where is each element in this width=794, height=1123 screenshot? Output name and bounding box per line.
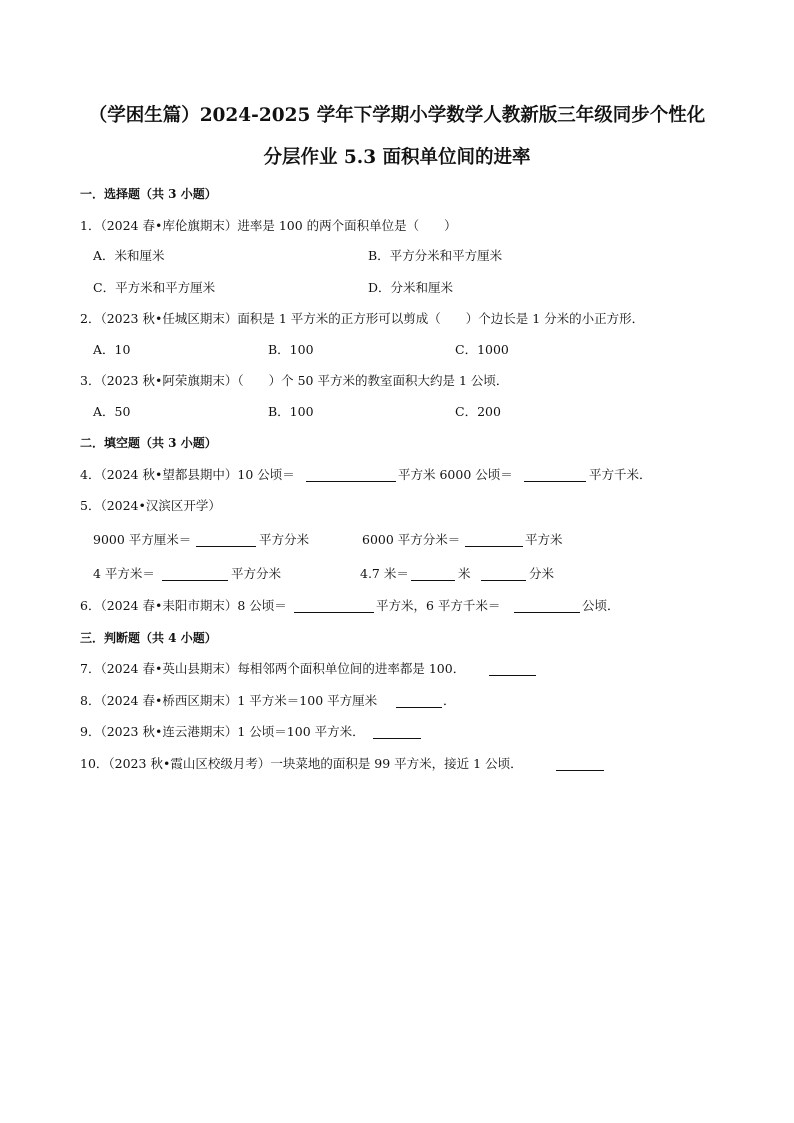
question-5-part-4-label: 4.7 米＝ — [360, 566, 409, 581]
answer-blank[interactable] — [396, 707, 442, 708]
title-line-2: 分层作业 5.3 面积单位间的进率 — [263, 147, 531, 168]
question-4-mid: 平方米 6000 公顷＝ — [398, 467, 513, 482]
answer-blank[interactable] — [465, 546, 523, 547]
answer-blank[interactable] — [556, 770, 604, 771]
question-8-text: 8．（2024 春•桥西区期末）1 平方米＝100 平方厘米 — [80, 693, 378, 708]
question-5-stem: 5．（2024•汉滨区开学） — [80, 498, 221, 513]
question-5-part-3-unit: 平方分米 — [231, 566, 282, 581]
question-3-option-b: B．100 — [268, 404, 314, 419]
section-heading-fill: 二．填空题（共 3 小题） — [80, 436, 217, 450]
question-1-option-d: D．分米和厘米 — [368, 280, 454, 295]
answer-blank[interactable] — [373, 738, 421, 739]
title-line-1: （学困生篇）2024-2025 学年下学期小学数学人教新版三年级同步个性化 — [88, 105, 706, 126]
answer-blank[interactable] — [294, 612, 374, 613]
answer-blank[interactable] — [481, 580, 526, 581]
answer-blank[interactable] — [514, 612, 580, 613]
question-6-suffix: 公顷． — [582, 598, 620, 613]
section-heading-judge: 三．判断题（共 4 小题） — [80, 631, 217, 645]
question-6-mid: 平方米，6 平方千米＝ — [376, 598, 501, 613]
question-3-option-a: A．50 — [93, 404, 131, 419]
question-2-option-a: A．10 — [93, 342, 131, 357]
question-5-part-2-unit: 平方米 — [525, 532, 563, 547]
answer-blank[interactable] — [162, 580, 228, 581]
question-4-prefix: 4．（2024 秋•望都县期中）10 公顷＝ — [80, 467, 295, 482]
question-2-option-c: C．1000 — [455, 342, 509, 357]
question-8-end: ． — [443, 693, 456, 708]
question-2-option-b: B．100 — [268, 342, 314, 357]
question-1-option-a: A．米和厘米 — [93, 248, 165, 263]
answer-blank[interactable] — [196, 546, 256, 547]
question-1-option-b: B．平方分米和平方厘米 — [368, 248, 503, 263]
answer-blank[interactable] — [411, 580, 455, 581]
question-4-suffix: 平方千米． — [589, 467, 652, 482]
question-9-text: 9．（2023 秋•连云港期末）1 公顷＝100 平方米． — [80, 724, 365, 739]
question-5-part-1-unit: 平方分米 — [259, 532, 310, 547]
question-5-part-2-label: 6000 平方分米＝ — [362, 532, 461, 547]
question-5-part-3-label: 4 平方米＝ — [93, 566, 155, 581]
question-3-option-c: C．200 — [455, 404, 501, 419]
question-5-part-4-unit-1: 米 — [458, 566, 471, 581]
question-5-part-4-unit-2: 分米 — [529, 566, 555, 581]
question-5-part-1-label: 9000 平方厘米＝ — [93, 532, 192, 547]
question-2-stem: 2．（2023 秋•任城区期末）面积是 1 平方米的正方形可以剪成（ ）个边长是 1 分米的小正方形． — [80, 311, 645, 326]
question-3-stem: 3．（2023 秋•阿荣旗期末）（ ）个 50 平方米的教室面积大约是 1 公顷． — [80, 373, 509, 388]
question-7-text: 7．（2024 春•英山县期末）每相邻两个面积单位间的进率都是 100． — [80, 661, 466, 676]
question-1-stem: 1．（2024 春•库伦旗期末）进率是 100 的两个面积单位是（ ） — [80, 218, 457, 233]
section-heading-choice: 一．选择题（共 3 小题） — [80, 187, 217, 201]
answer-blank[interactable] — [306, 481, 396, 482]
answer-blank[interactable] — [524, 481, 586, 482]
answer-blank[interactable] — [489, 675, 536, 676]
question-1-option-c: C．平方米和平方厘米 — [93, 280, 216, 295]
question-6-prefix: 6．（2024 春•耒阳市期末）8 公顷＝ — [80, 598, 287, 613]
question-10-text: 10．（2023 秋•霞山区校级月考）一块菜地的面积是 99 平方米，接近 1 公顷． — [80, 756, 523, 771]
